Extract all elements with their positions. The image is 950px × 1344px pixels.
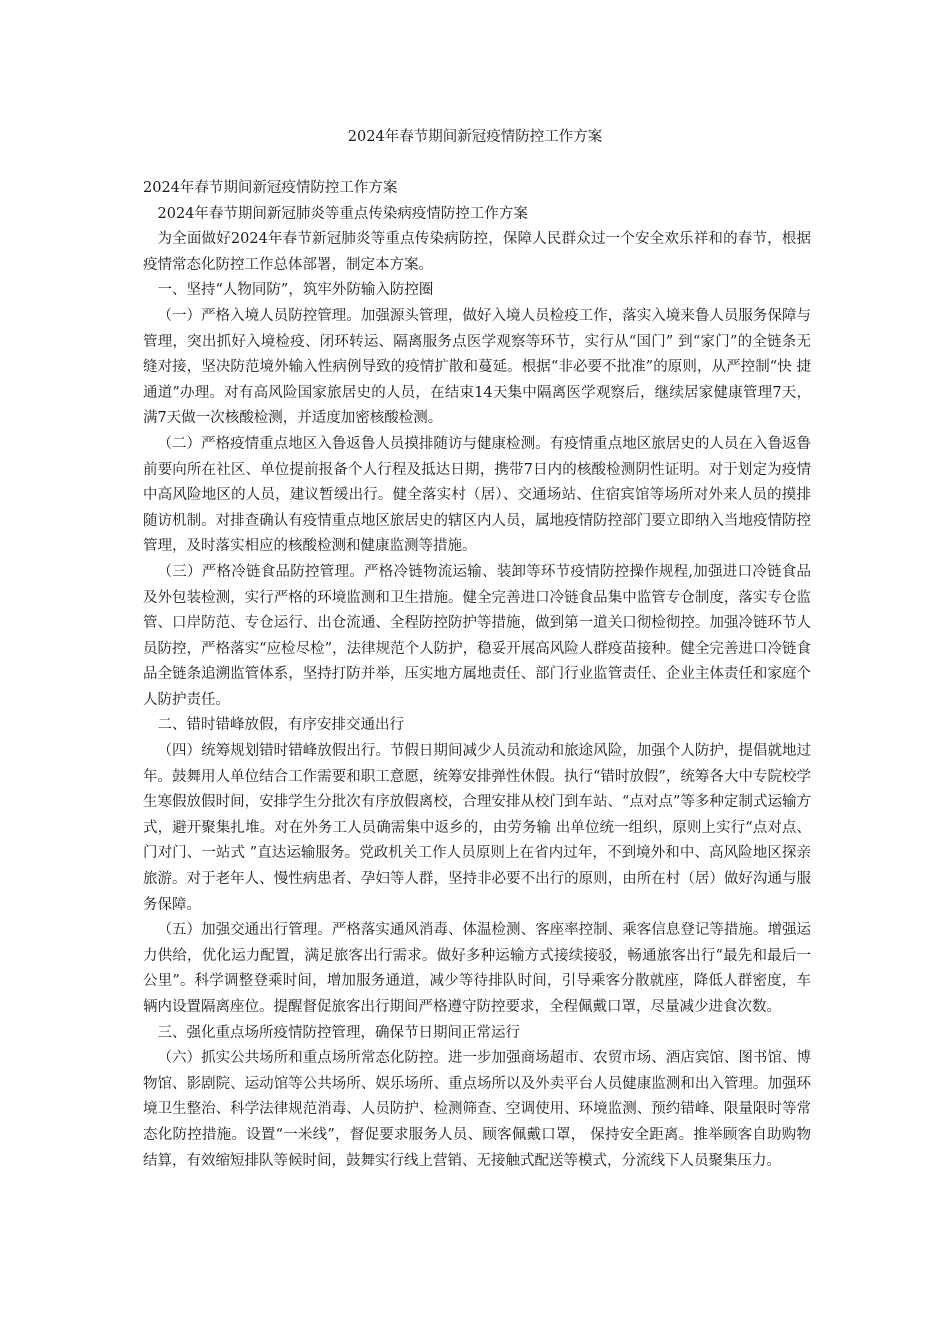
section-heading-1: 一、坚持“人物同防”，筑牢外防输入防控圈 <box>157 282 434 299</box>
paragraph-item-6: （六）抓实公共场所和重点场所常态化防控。进一步加强商场超市、农贸市场、酒店宾馆、图书馆、博物馆、影剧院、运动馆等公共场所、娱乐场所、重点场所以及外卖平台人员健康监测和出入管理。加强环境卫生整治、科学法律规范消毒、人员防护、检测筛查、空调使用、环境监测、预约错峰、限量限时等常态化防控措施。设置“一米线”，督促要求服务人员、顾客佩戴口罩， 保持安全距离。推举顾客自助购物结算，有效缩短排队等候时间，鼓舞实行线上营销、无接触式配送等模式，分流线下人员聚集压力。 <box>143 1050 811 1169</box>
intro-paragraph: 为全面做好2024年春节新冠肺炎等重点传染病防控，保障人民群众过一个安全欢乐祥和的春节，根据疫情常态化防控工作总体部署，制定本方案。 <box>143 231 811 273</box>
paragraph-item-3: （三）严格冷链食品防控管理。严格冷链物流运输、装卸等环节疫情防控操作规程,加强进口冷链食品及外包装检测，实行严格的环境监测和卫生措施。健全完善进口冷链食品集中监管专仓制度，落实专仓监管、口岸防范、专仓运行、出仓流通、全程防控防护等措施，做到第一道关口彻检彻控。加强冷链环节人员防控，严格落实“应检尽检”，法律规范个人防护，稳妥开展高风险人群疫苗接种。健全完善进口冷链食品全链条追溯监管体系，坚持打防并举，压实地方属地责任、部门行业监管责任、企业主体责任和家庭个人防护责任。 <box>143 563 811 708</box>
subtitle-line-2: 2024年春节期间新冠肺炎等重点传染病疫情防控工作方案 <box>157 205 528 222</box>
paragraph-item-5: （五）加强交通出行管理。严格落实通风消毒、体温检测、客座率控制、乘客信息登记等措施。增强运力供给，优化运力配置，满足旅客出行需求。做好多种运输方式接续接驳，畅通旅客出行“最先和最后一公里”。科学调整登乘时间，增加服务通道，减少等待排队时间，引导乘客分散就座，降低人群密度，车辆内设置隔离座位。提醒督促旅客出行期间严格遵守防控要求，全程佩戴口罩，尽量减少进食次数。 <box>143 922 811 1015</box>
document-body <box>143 176 811 1174</box>
paragraph-item-4: （四）统筹规划错时错峰放假出行。节假日期间减少人员流动和旅途风险，加强个人防护，提倡就地过年。鼓舞用人单位结合工作需要和职工意愿，统筹安排弹性休假。执行“错时放假”，统筹各大中专院校学生寒假放假时间，安排学生分批次有序放假离校，合理安排从校门到车站、“点对点”等多种定制式运输方 式，避开聚集扎堆。对在外务工人员确需集中返乡的，由劳务输 出单位统一组织，原则上实行“点对点、门对门、一站式 ”直达运输服务。党政机关工作人员原则上在省内过年，不到境外和中、高风险地区探亲旅游。对于老年人、慢性病患者、孕妇等人群，坚持非必要不出行的原则，由所在村（居）做好沟通与服务保障。 <box>143 743 811 913</box>
section-heading-3: 三、强化重点场所疫情防控管理，确保节日期间正常运行 <box>157 1024 520 1041</box>
section-heading-2: 二、错时错峰放假，有序安排交通出行 <box>157 717 404 734</box>
paragraph-item-2: （二）严格疫情重点地区入鲁返鲁人员摸排随访与健康检测。有疫情重点地区旅居史的人员在入鲁返鲁前要向所在社区、单位提前报备个人行程及抵达日期，携带7日内的核酸检测阴性证明。对于划定为疫情中高风险地区的人员，建议暂缓出行。健全落实村（居）、交通场站、住宿宾馆等场所对外来人员的摸排随访机制。对排查确认有疫情重点地区旅居史的辖区内人员，属地疫情防控部门要立即纳入当地疫情防控管理，及时落实相应的核酸检测和健康监测等措施。 <box>143 435 811 555</box>
document-title: 2024年春节期间新冠疫情防控工作方案 <box>347 129 603 145</box>
subtitle-line-1: 2024年春节期间新冠疫情防控工作方案 <box>143 180 398 196</box>
paragraph-item-1: （一）严格入境人员防控管理。加强源头管理，做好入境人员检疫工作，落实入境来鲁人员服务保障与管理，突出抓好入境检疫、闭环转运、隔离服务点医学观察等环节，实行从“国门” 到“家门”的全链条无缝对接，坚决防范境外输入性病例导致的疫情扩散和蔓延。根据“非必要不批准”的原则，从严控制“快 捷通道”办理。对有高风险国家旅居史的人员，在结束14天集中隔离医学观察后，继续居家健康管理7天，满7天做一次核酸检测，并适度加密核酸检测。 <box>143 307 811 427</box>
